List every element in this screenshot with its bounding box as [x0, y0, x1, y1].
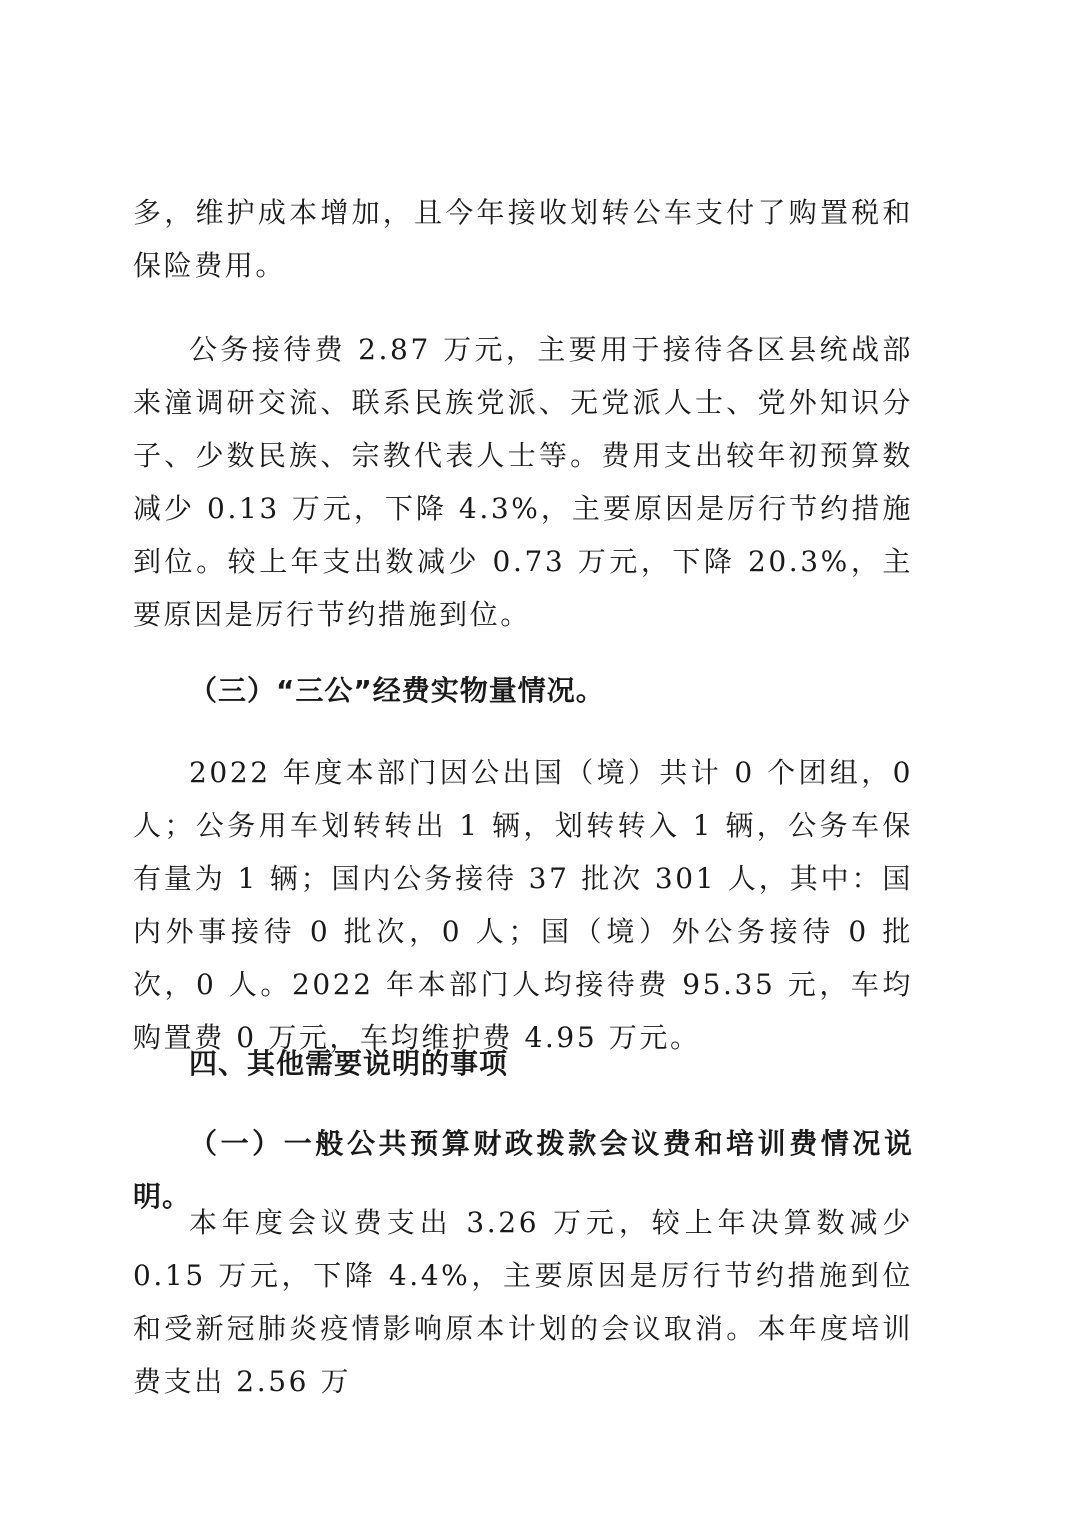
section-heading-other-matters: 四、其他需要说明的事项 [189, 1047, 509, 1080]
paragraph-physical-quantity: 2022 年度本部门因公出国（境）共计 0 个团组，0 人；公务用车划转转出 1 辆，划转转入 1 辆，公务车保有量为 1 辆；国内公务接待 37 批次 301 人，其中：国内外事接待 0 批次，0 人；国（境）外公务接待 0 批次，0 人。2022 年本部门人均接待费 95.35 元，车均购置费 0 万元，车均维护费 4.95 万元。 [133, 756, 913, 1054]
paragraph-vehicle-maintenance-continued: 多，维护成本增加，且今年接收划转公车支付了购置税和保险费用。 [133, 196, 913, 282]
subheading-meeting-training-fees: （一）一般公共预算财政拨款会议费和培训费情况说明。 [133, 1127, 913, 1213]
paragraph-meeting-fees: 本年度会议费支出 3.26 万元，较上年决算数减少 0.15 万元，下降 4.4%，主要原因是厉行节约措施到位和受新冠肺炎疫情影响原本计划的会议取消。本年度培训费支出 2.56 万 [133, 1206, 913, 1398]
paragraph-official-reception: 公务接待费 2.87 万元，主要用于接待各区县统战部来潼调研交流、联系民族党派、无党派人士、党外知识分子、少数民族、宗教代表人士等。费用支出较年初预算数减少 0.13 万元，下降 4.3%，主要原因是厉行节约措施到位。较上年支出数减少 0.73 万元，下降 20.3%，主要原因是厉行节约措施到位。 [133, 333, 913, 631]
subheading-three-public-physical-quantity: （三）“三公”经费实物量情况。 [189, 674, 605, 707]
